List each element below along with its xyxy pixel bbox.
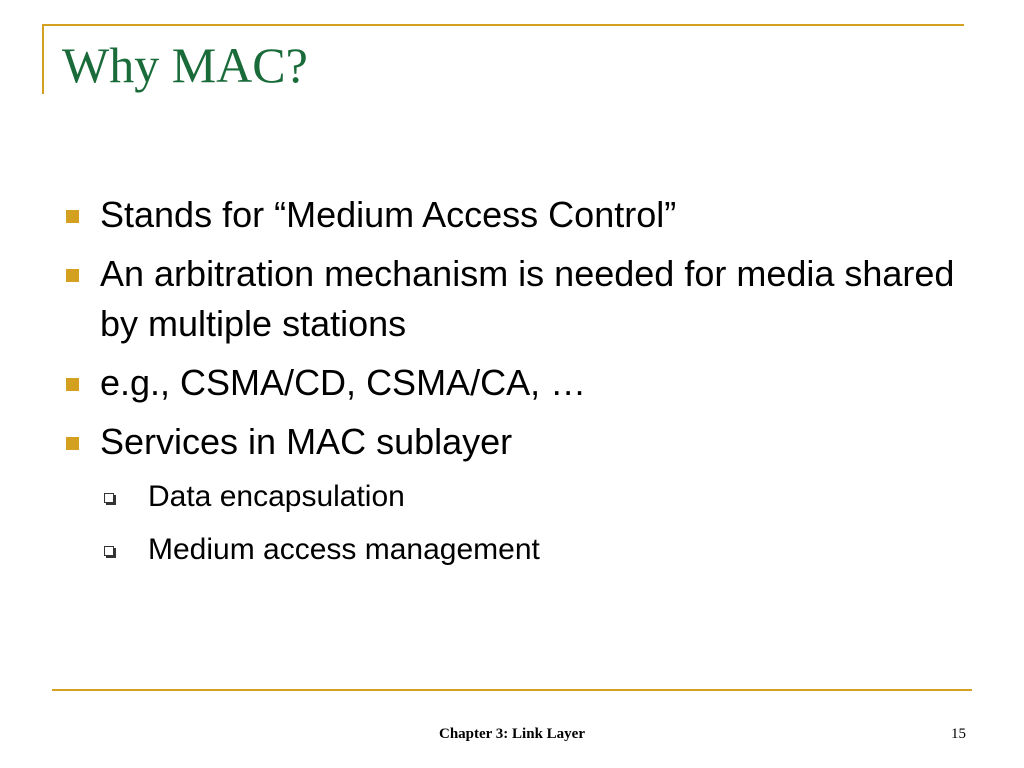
bullet-item xyxy=(62,190,962,240)
bullet-item xyxy=(62,417,962,467)
hollow-square-bullet-icon xyxy=(104,493,114,503)
sub-bullet-text: Medium access management xyxy=(148,533,540,566)
hollow-square-bullet-icon xyxy=(104,546,114,556)
sub-bullet-text: Data encapsulation xyxy=(148,480,405,513)
bullet-list xyxy=(62,190,962,582)
slide-title: Why MAC? xyxy=(62,37,308,93)
bullet-item xyxy=(62,358,962,408)
square-bullet-icon xyxy=(66,269,79,282)
square-bullet-icon xyxy=(66,437,79,450)
bullet-text: An arbitration mechanism is needed for media shared by multiple stations xyxy=(100,253,955,344)
square-bullet-icon xyxy=(66,210,79,223)
frame-left-rule xyxy=(42,24,44,94)
footer-chapter: Chapter 3: Link Layer xyxy=(439,726,585,742)
sub-bullet-item xyxy=(62,476,962,518)
square-bullet-icon xyxy=(66,378,79,391)
page-number: 15 xyxy=(951,726,966,742)
frame-top-rule xyxy=(42,24,964,26)
sub-bullet-item xyxy=(62,529,962,571)
bullet-text: e.g., CSMA/CD, CSMA/CA, … xyxy=(100,362,587,403)
footer-rule xyxy=(52,689,972,691)
bullet-text: Services in MAC sublayer xyxy=(100,421,513,462)
bullet-text: Stands for “Medium Access Control” xyxy=(100,194,677,235)
bullet-item xyxy=(62,249,962,349)
